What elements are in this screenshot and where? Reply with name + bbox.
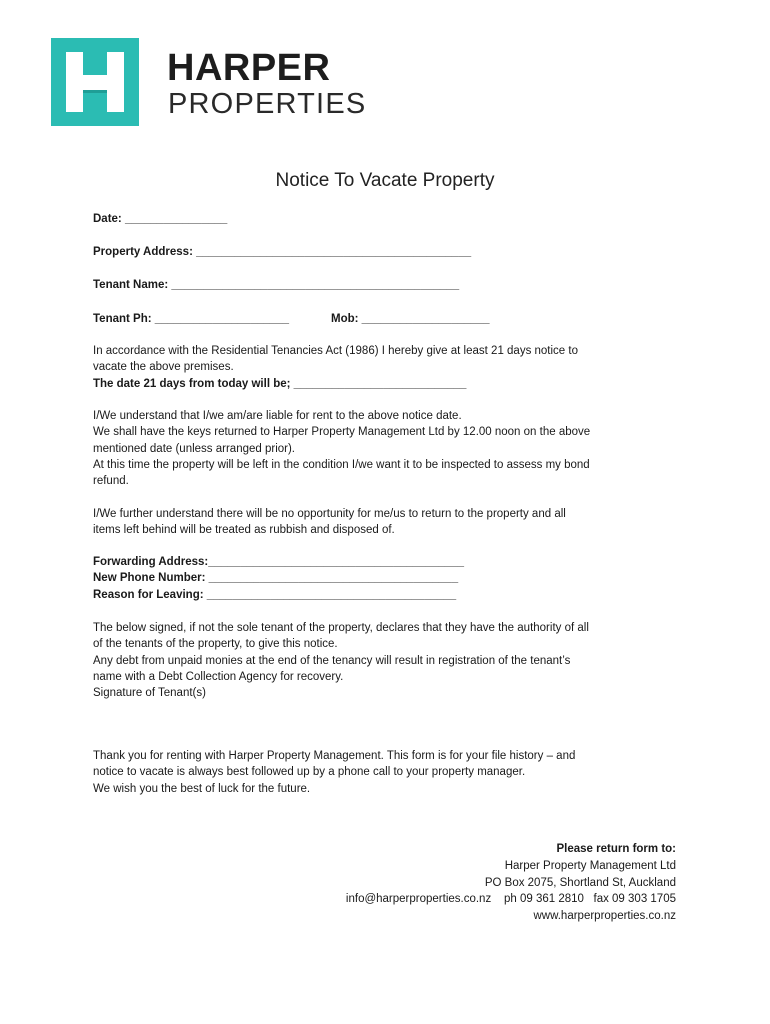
return-heading: Please return form to:: [556, 843, 676, 855]
tenant-name-field[interactable]: Tenant Name: _____________________________________________: [93, 279, 460, 291]
document-title: Notice To Vacate Property: [275, 170, 495, 191]
thanks-line: Thank you for renting with Harper Property Management. This form is for your file history – and: [93, 750, 576, 762]
reason-for-leaving-field[interactable]: Reason for Leaving: _______________________________________: [93, 588, 457, 601]
further-line: items left behind will be treated as rubbish and disposed of.: [93, 524, 395, 537]
thanks-paragraph: [93, 748, 683, 797]
understand-line: We shall have the keys returned to Harper Property Management Ltd by 12.00 noon on the above: [93, 426, 591, 439]
understand-paragraph: [93, 408, 683, 489]
forwarding-address-field[interactable]: Forwarding Address:________________________________________: [93, 556, 465, 568]
po-box: PO Box 2075, Shortland St, Auckland: [484, 876, 676, 889]
return-address-block: [346, 841, 676, 925]
signed-line: of the tenants of the property, to give this notice.: [93, 638, 338, 651]
website: www.harperproperties.co.nz: [533, 910, 676, 923]
understand-line: I/We understand that I/we am/are liable for rent to the above notice date.: [93, 410, 462, 422]
signed-line: The below signed, if not the sole tenant of the property, declares that they have the authority of all: [93, 622, 589, 634]
tenant-phone-field[interactable]: Tenant Ph: _____________________: [93, 313, 290, 325]
further-line: I/We further understand there will be no opportunity for me/us to return to the property and all: [93, 508, 566, 520]
new-phone-field[interactable]: New Phone Number: _______________________________________: [93, 572, 459, 585]
signature-label: Signature of Tenant(s): [93, 687, 206, 700]
letter-h-logo-icon: [51, 38, 139, 126]
date-field[interactable]: Date: ________________: [93, 213, 228, 225]
notice-line: vacate the above premises.: [93, 361, 234, 374]
signed-line: Any debt from unpaid monies at the end of the tenancy will result in registration of the tenant’s: [93, 654, 571, 667]
further-paragraph: [93, 506, 683, 539]
company-name: Harper Property Management Ltd: [504, 859, 676, 872]
contact-details: info@harperproperties.co.nz ph 09 361 2810 fax 09 303 1705: [345, 893, 676, 906]
forwarding-section: [93, 554, 683, 603]
property-address-field[interactable]: Property Address: ___________________________________________: [93, 246, 472, 258]
notice-line: In accordance with the Residential Tenancies Act (1986) I hereby give at least 21 days notice to: [93, 345, 578, 357]
date-21-days-field[interactable]: The date 21 days from today will be; ___________________________: [93, 377, 467, 390]
understand-line: mentioned date (unless arranged prior).: [93, 442, 296, 455]
logo-wordmark-harper: HARPER: [167, 47, 331, 89]
signed-paragraph: [93, 620, 683, 701]
understand-line: refund.: [93, 475, 129, 488]
logo-square: [51, 38, 139, 126]
thanks-line: notice to vacate is always best followed up by a phone call to your property manager.: [93, 766, 526, 779]
logo-wordmark-properties: PROPERTIES: [168, 88, 367, 120]
understand-line: At this time the property will be left in the condition I/we want it to be inspected to assess my bond: [93, 458, 590, 471]
thanks-line: We wish you the best of luck for the future.: [93, 782, 311, 795]
company-logo: [51, 38, 367, 130]
mobile-field[interactable]: Mob: ____________________: [331, 313, 490, 325]
notice-paragraph: [93, 343, 683, 392]
signed-line: name with a Debt Collection Agency for recovery.: [93, 670, 344, 683]
